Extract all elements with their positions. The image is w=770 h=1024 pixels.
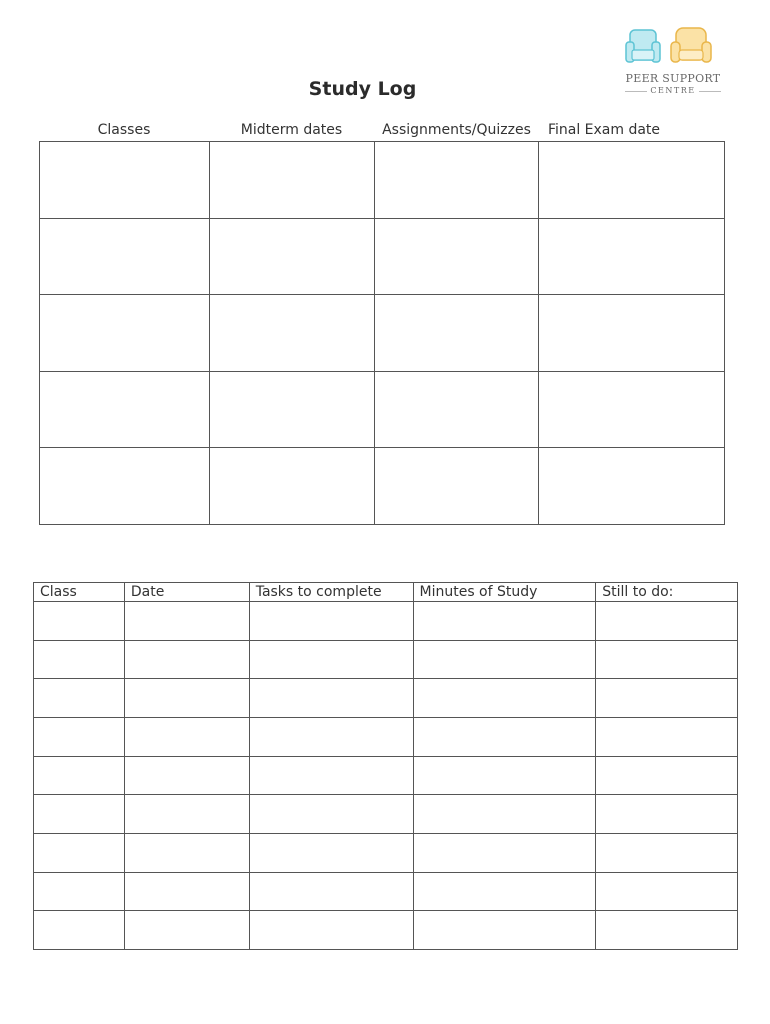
log-cell[interactable]: [596, 717, 738, 756]
log-cell[interactable]: [34, 911, 125, 950]
log-row: [34, 833, 738, 872]
log-row: [34, 756, 738, 795]
overview-table: [39, 141, 725, 525]
log-row: [34, 872, 738, 911]
log-cell[interactable]: [249, 872, 413, 911]
overview-cell[interactable]: [209, 218, 374, 295]
log-row: [34, 602, 738, 641]
overview-cell[interactable]: [374, 142, 539, 219]
overview-row: [40, 448, 725, 525]
overview-row: [40, 295, 725, 372]
log-cell[interactable]: [413, 911, 596, 950]
log-header-tasks: Tasks to complete: [249, 583, 413, 602]
log-cell[interactable]: [124, 756, 249, 795]
overview-cell[interactable]: [209, 142, 374, 219]
overview-cell[interactable]: [539, 218, 725, 295]
overview-header-final-exam: Final Exam date: [547, 122, 661, 138]
log-cell[interactable]: [249, 640, 413, 679]
log-cell[interactable]: [124, 717, 249, 756]
log-cell[interactable]: [124, 602, 249, 641]
overview-header-classes: Classes: [97, 122, 151, 138]
log-cell[interactable]: [249, 602, 413, 641]
log-cell[interactable]: [413, 640, 596, 679]
overview-cell[interactable]: [40, 295, 210, 372]
overview-cell[interactable]: [40, 371, 210, 448]
log-header-still-to-do: Still to do:: [596, 583, 738, 602]
log-cell[interactable]: [124, 833, 249, 872]
overview-cell[interactable]: [40, 142, 210, 219]
log-cell[interactable]: [596, 795, 738, 834]
log-cell[interactable]: [413, 795, 596, 834]
page-title: Study Log: [308, 78, 417, 100]
overview-row: [40, 371, 725, 448]
log-cell[interactable]: [124, 872, 249, 911]
log-cell[interactable]: [596, 833, 738, 872]
log-cell[interactable]: [249, 833, 413, 872]
overview-cell[interactable]: [374, 448, 539, 525]
log-cell[interactable]: [34, 872, 125, 911]
log-row: [34, 717, 738, 756]
overview-cell[interactable]: [374, 295, 539, 372]
log-cell[interactable]: [34, 756, 125, 795]
overview-cell[interactable]: [374, 371, 539, 448]
overview-cell[interactable]: [209, 448, 374, 525]
log-cell[interactable]: [124, 640, 249, 679]
logo-name: PEER SUPPORT: [625, 72, 721, 85]
log-cell[interactable]: [249, 717, 413, 756]
log-cell[interactable]: [249, 756, 413, 795]
overview-row: [40, 142, 725, 219]
log-cell[interactable]: [34, 795, 125, 834]
armchairs-icon: [618, 22, 728, 72]
log-cell[interactable]: [249, 911, 413, 950]
log-header-date: Date: [124, 583, 249, 602]
log-cell[interactable]: [596, 640, 738, 679]
overview-cell[interactable]: [539, 448, 725, 525]
log-row: [34, 911, 738, 950]
log-cell[interactable]: [413, 679, 596, 718]
study-log-table: [33, 582, 738, 950]
log-header-row: [34, 583, 738, 602]
log-cell[interactable]: [34, 602, 125, 641]
log-cell[interactable]: [413, 756, 596, 795]
log-cell[interactable]: [596, 679, 738, 718]
overview-cell[interactable]: [40, 448, 210, 525]
overview-cell[interactable]: [539, 142, 725, 219]
log-cell[interactable]: [124, 911, 249, 950]
overview-cell[interactable]: [539, 295, 725, 372]
log-cell[interactable]: [413, 872, 596, 911]
log-cell[interactable]: [34, 717, 125, 756]
log-cell[interactable]: [124, 795, 249, 834]
log-cell[interactable]: [34, 679, 125, 718]
log-cell[interactable]: [413, 602, 596, 641]
overview-cell[interactable]: [40, 218, 210, 295]
log-cell[interactable]: [596, 756, 738, 795]
log-cell[interactable]: [34, 640, 125, 679]
log-cell[interactable]: [124, 679, 249, 718]
log-row: [34, 795, 738, 834]
log-cell[interactable]: [413, 833, 596, 872]
overview-cell[interactable]: [209, 371, 374, 448]
log-cell[interactable]: [596, 602, 738, 641]
log-cell[interactable]: [249, 795, 413, 834]
overview-header-midterm: Midterm dates: [240, 122, 343, 138]
log-header-class: Class: [34, 583, 125, 602]
overview-cell[interactable]: [209, 295, 374, 372]
log-header-minutes: Minutes of Study: [413, 583, 596, 602]
overview-header-assignments: Assignments/Quizzes: [382, 122, 531, 138]
log-row: [34, 679, 738, 718]
log-cell[interactable]: [596, 911, 738, 950]
overview-cell[interactable]: [374, 218, 539, 295]
log-row: [34, 640, 738, 679]
overview-cell[interactable]: [539, 371, 725, 448]
overview-row: [40, 218, 725, 295]
log-cell[interactable]: [34, 833, 125, 872]
logo-sub-text: CENTRE: [650, 86, 696, 95]
log-cell[interactable]: [413, 717, 596, 756]
log-cell[interactable]: [596, 872, 738, 911]
log-cell[interactable]: [249, 679, 413, 718]
